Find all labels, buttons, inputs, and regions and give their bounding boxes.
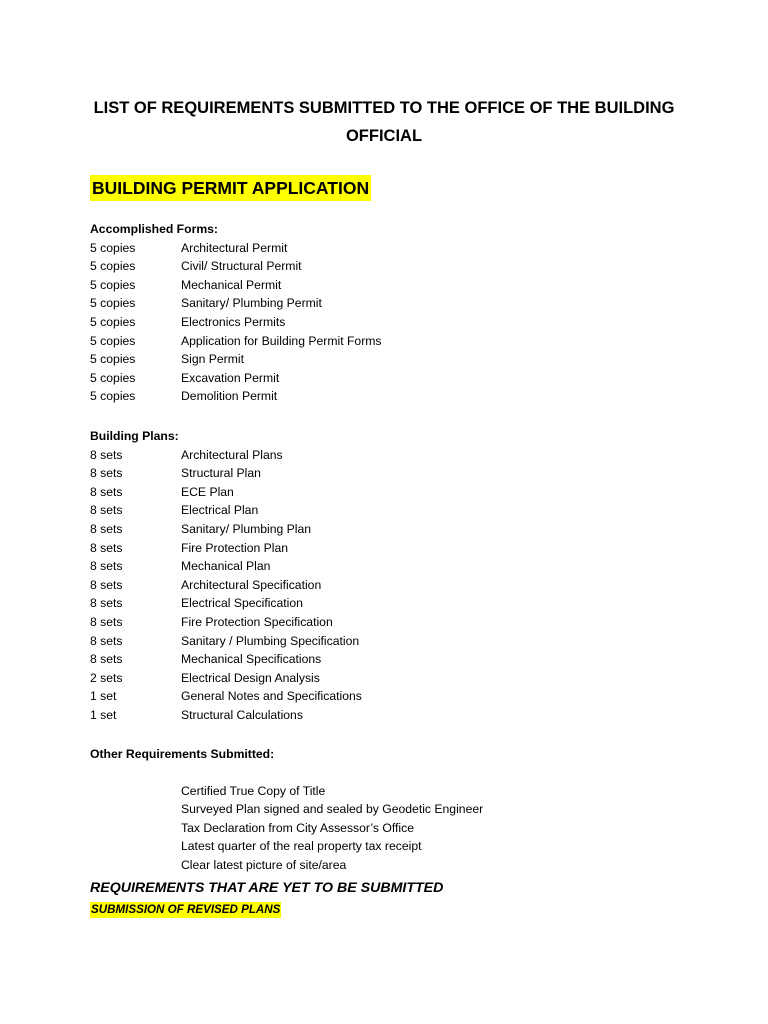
requirement-item: General Notes and Specifications [181,689,362,704]
requirement-quantity: 8 sets [90,577,123,592]
requirement-quantity: 8 sets [90,652,123,667]
requirement-item: Mechanical Permit [181,277,282,292]
requirement-quantity: 8 sets [90,466,123,481]
requirement-quantity: 5 copies [90,314,136,329]
requirement-item: Architectural Specification [181,577,322,592]
building-plans-list [90,446,362,725]
other-requirement-item: Clear latest picture of site/area [181,857,347,872]
requirement-item: Structural Calculations [181,707,303,722]
requirement-item: Excavation Permit [181,370,280,385]
requirement-item: Sign Permit [181,352,244,367]
requirement-quantity: 8 sets [90,521,123,536]
accomplished-forms-section [90,220,382,406]
requirement-quantity: 8 sets [90,559,123,574]
requirement-row [90,687,362,706]
document-title-line-1: LIST OF REQUIREMENTS SUBMITTED TO THE OFFICE OF THE BUILDING [93,99,675,117]
requirement-quantity: 8 sets [90,540,123,555]
other-requirement-item: Latest quarter of the real property tax receipt [181,839,422,854]
requirement-item: Fire Protection Specification [181,614,333,629]
requirement-item: Architectural Permit [181,240,288,255]
requirement-row [90,464,362,483]
requirement-item: Application for Building Permit Forms [181,333,382,348]
requirement-quantity: 5 copies [90,240,136,255]
requirement-item: Mechanical Specifications [181,652,322,667]
requirement-item: Demolition Permit [181,389,278,404]
requirement-row [90,632,362,651]
requirement-row [90,706,362,725]
section-heading-building-permit: BUILDING PERMIT APPLICATION [90,175,371,201]
requirement-item: ECE Plan [181,484,234,499]
requirement-quantity: 8 sets [90,596,123,611]
requirement-quantity: 5 copies [90,352,136,367]
requirement-row [90,313,382,332]
other-requirement-item: Surveyed Plan signed and sealed by Geodetic Engineer [181,802,484,817]
requirement-quantity: 1 set [90,689,117,704]
yet-to-submit-heading: REQUIREMENTS THAT ARE YET TO BE SUBMITTED [90,880,444,896]
requirement-row [90,276,382,295]
requirement-row [90,613,362,632]
document-title-line-2: OFFICIAL [345,127,423,145]
document-title [60,94,708,150]
requirement-row [90,539,362,558]
requirement-row [90,294,382,313]
revised-plans-heading: SUBMISSION OF REVISED PLANS [91,903,281,916]
other-requirement-item: Tax Declaration from City Assessor’s Office [181,820,414,835]
requirement-row [90,350,382,369]
requirement-row [90,446,362,465]
requirement-item: Architectural Plans [181,447,283,462]
requirement-row [90,594,362,613]
requirement-quantity: 5 copies [90,333,136,348]
requirement-row [90,557,362,576]
requirement-item: Civil/ Structural Permit [181,259,302,274]
requirement-quantity: 8 sets [90,447,123,462]
other-requirements-section [90,745,483,875]
requirement-quantity: 5 copies [90,259,136,274]
requirement-item: Sanitary/ Plumbing Plan [181,521,312,536]
requirement-row [90,483,362,502]
requirement-quantity: 8 sets [90,484,123,499]
requirement-row [90,520,362,539]
requirement-row [90,239,382,258]
requirement-row [90,669,362,688]
requirement-item: Electrical Design Analysis [181,670,320,685]
requirement-row [90,332,382,351]
requirement-item: Sanitary/ Plumbing Permit [181,296,322,311]
other-requirements-label: Other Requirements Submitted: [90,747,275,761]
building-plans-section [90,427,362,725]
requirement-quantity: 5 copies [90,296,136,311]
requirement-quantity: 8 sets [90,633,123,648]
requirement-row [90,387,382,406]
requirement-item: Electrical Specification [181,596,303,611]
requirement-row [90,650,362,669]
requirement-quantity: 2 sets [90,670,123,685]
requirement-item: Electrical Plan [181,503,259,518]
other-requirement-item: Certified True Copy of Title [181,783,326,798]
requirement-quantity: 5 copies [90,277,136,292]
accomplished-forms-list [90,239,382,406]
other-requirements-list [90,782,483,875]
requirement-item: Mechanical Plan [181,559,271,574]
requirement-row [90,257,382,276]
requirement-quantity: 8 sets [90,614,123,629]
requirement-row [90,369,382,388]
accomplished-forms-label: Accomplished Forms: [90,222,218,236]
requirement-quantity: 8 sets [90,503,123,518]
requirement-quantity: 5 copies [90,389,136,404]
requirement-quantity: 5 copies [90,370,136,385]
building-plans-label: Building Plans: [90,429,179,443]
requirement-row [90,501,362,520]
requirement-item: Sanitary / Plumbing Specification [181,633,360,648]
requirement-item: Fire Protection Plan [181,540,289,555]
requirement-row [90,576,362,595]
requirement-quantity: 1 set [90,707,117,722]
requirement-item: Electronics Permits [181,314,286,329]
requirement-item: Structural Plan [181,466,261,481]
